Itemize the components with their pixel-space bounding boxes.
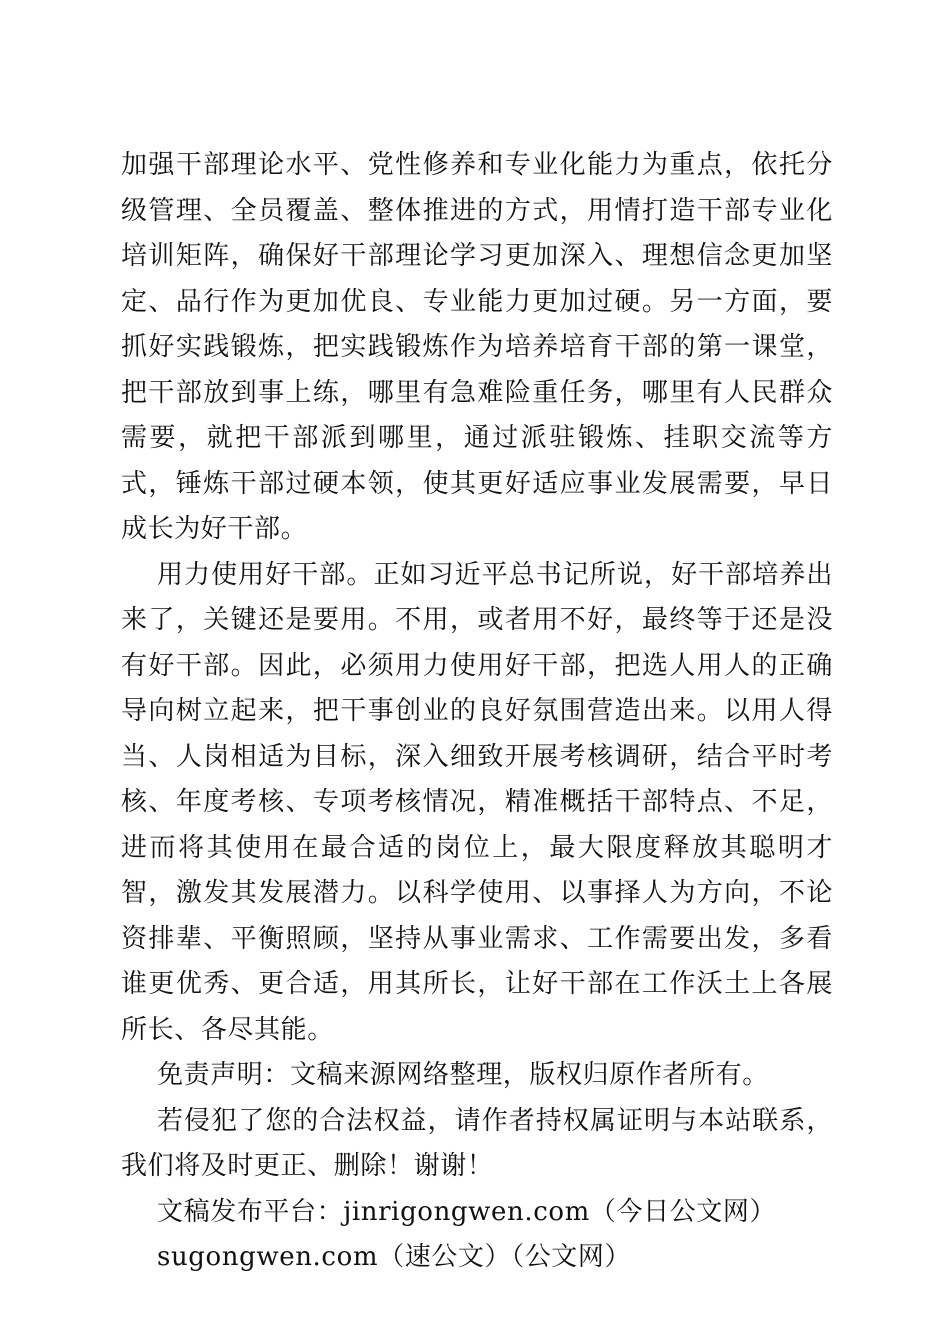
platform-line-1: 文稿发布平台：jinrigongwen.com（今日公文网）: [157, 1196, 777, 1227]
infringement-notice: 若侵犯了您的合法权益，请作者持权属证明与本站联系，我们将及时更正、删除！谢谢！: [121, 1105, 833, 1181]
document-body: [121, 143, 833, 1281]
disclaimer: 免责声明：文稿来源网络整理，版权归原作者所有。: [157, 1060, 769, 1090]
platform-line-2: sugongwen.com（速公文）（公文网）: [157, 1242, 632, 1272]
paragraph-training: 加强干部理论水平、党性修养和专业化能力为重点，依托分级管理、全员覆盖、整体推进的方式，用情打造干部专业化培训矩阵，确保好干部理论学习更加深入、理想信念更加坚定、品行作为更加优良、专业能力更加过硬。另一方面，要抓好实践锻炼，把实践锻炼作为培养培育干部的第一课堂，把干部放到事上练，哪里有急难险重任务，哪里有人民群众需要，就把干部派到哪里，通过派驻锻炼、挂职交流等方式，锤炼干部过硬本领，使其更好适应事业发展需要，早日成长为好干部。: [121, 150, 833, 544]
paragraph-use-cadres: 用力使用好干部。正如习近平总书记所说，好干部培养出来了，关键还是要用。不用，或者用不好，最终等于还是没有好干部。因此，必须用力使用好干部，把选人用人的正确导向树立起来，把干事创业的良好氛围营造出来。以用人得当、人岗相适为目标，深入细致开展考核调研，结合平时考核、年度考核、专项考核情况，精准概括干部特点、不足，进而将其使用在最合适的岗位上，最大限度释放其聪明才智，激发其发展潜力。以科学使用、以事择人为方向，不论资排辈、平衡照顾，坚持从事业需求、工作需要出发，多看谁更优秀、更合适，用其所长，让好干部在工作沃土上各展所长、各尽其能。: [121, 559, 833, 1045]
